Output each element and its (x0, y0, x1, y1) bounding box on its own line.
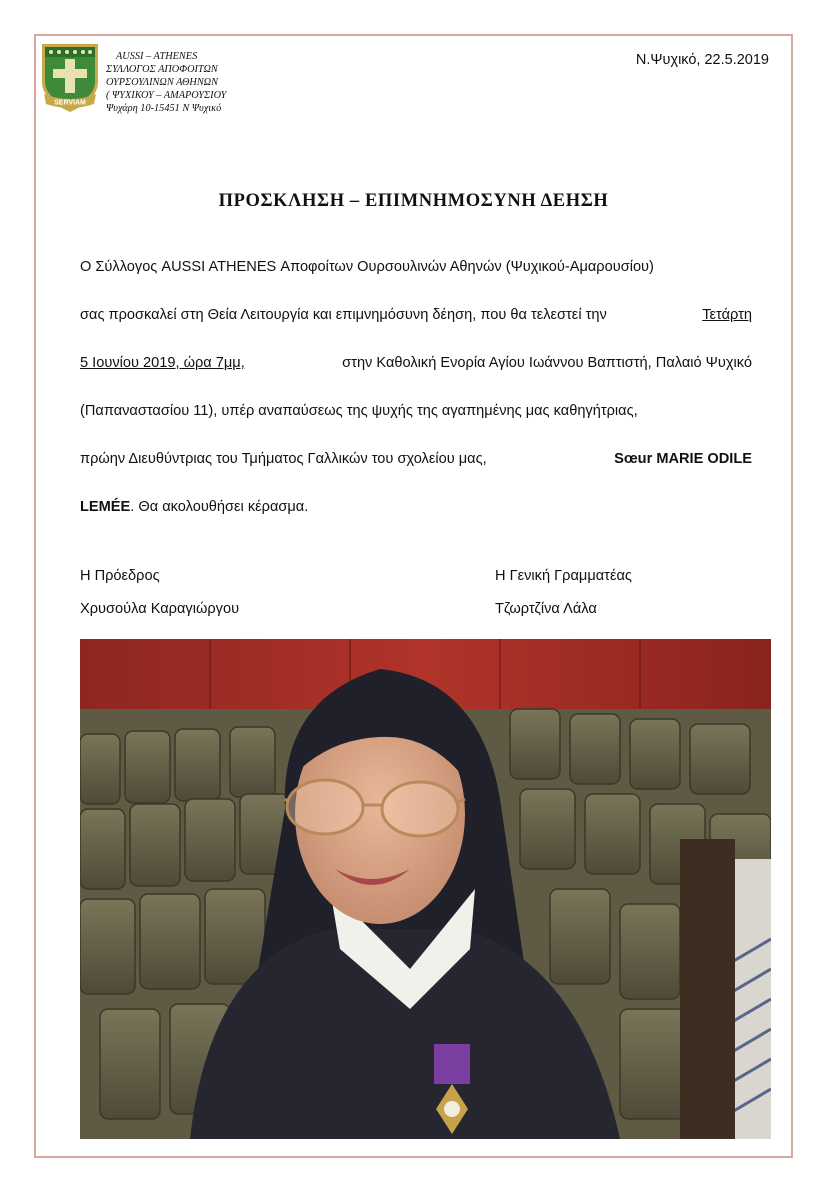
invitation-body (80, 257, 752, 545)
signature-role: Η Πρόεδρος (80, 568, 160, 584)
org-line: AUSSI – ATHENES (116, 51, 198, 62)
body-line-4: (Παπαναστασίου 11), υπέρ αναπαύσεως της ψυχής της αγαπημένης μας καθηγήτριας, (80, 403, 638, 419)
portrait-photo (80, 639, 771, 1139)
event-datetime: 5 Ιουνίου 2019, ώρα 7μμ, (80, 355, 245, 371)
body-line-5: πρώην Διευθύντριας του Τμήματος Γαλλικών του σχολείου μας, Sœur MARIE ODILE (80, 449, 752, 497)
document-title: ΠΡΟΣΚΛΗΣΗ – ΕΠΙΜΝΗΜΟΣΥΝΗ ΔΕΗΣΗ (218, 191, 609, 211)
body-line-1: Ο Σύλλογος AUSSI ATHENES Αποφοίτων Ουρσουλινών Αθηνών (Ψυχικού-Αμαρουσίου) (80, 259, 654, 275)
body-line-6: LEMÉE. Θα ακολουθήσει κέρασμα. (80, 499, 309, 515)
organization-address (106, 50, 256, 115)
signature-president (80, 566, 239, 632)
event-day: Τετάρτη (702, 307, 752, 323)
org-line: ΣΥΛΛΟΓΟΣ ΑΠΟΦΟΙΤΩΝ (106, 64, 218, 75)
svg-text:SERVIAM: SERVIAM (54, 99, 86, 107)
body-line-2: σας προσκαλεί στη Θεία Λειτουργία και επιμνημόσυνη δέηση, που θα τελεστεί την Τετάρτη (80, 305, 752, 353)
body-line-3: 5 Ιουνίου 2019, ώρα 7μμ, στην Καθολική Ενορία Αγίου Ιωάννου Βαπτιστή, Παλαιό Ψυχικό (80, 353, 752, 401)
signature-role: Η Γενική Γραμματέας (495, 568, 632, 584)
honoree-name: Sœur MARIE ODILE (614, 451, 752, 467)
logo-crest-icon (40, 42, 100, 114)
org-line: ( ΨΥΧΙΚΟΥ – ΑΜΑΡΟΥΣΙΟΥ (106, 90, 227, 101)
org-line: Ψυχάρη 10-15451 Ν Ψυχικό (106, 103, 222, 114)
signature-name: Χρυσούλα Καραγιώργου (80, 601, 240, 617)
document-date: Ν.Ψυχικό, 22.5.2019 (635, 52, 769, 68)
org-line: ΟΥΡΣΟΥΛΙΝΩΝ ΑΘΗΝΩΝ (106, 77, 218, 88)
signature-secretary (495, 566, 632, 632)
signature-name: Τζωρτζίνα Λάλα (495, 601, 597, 617)
honoree-surname: LEMÉE (80, 499, 131, 515)
